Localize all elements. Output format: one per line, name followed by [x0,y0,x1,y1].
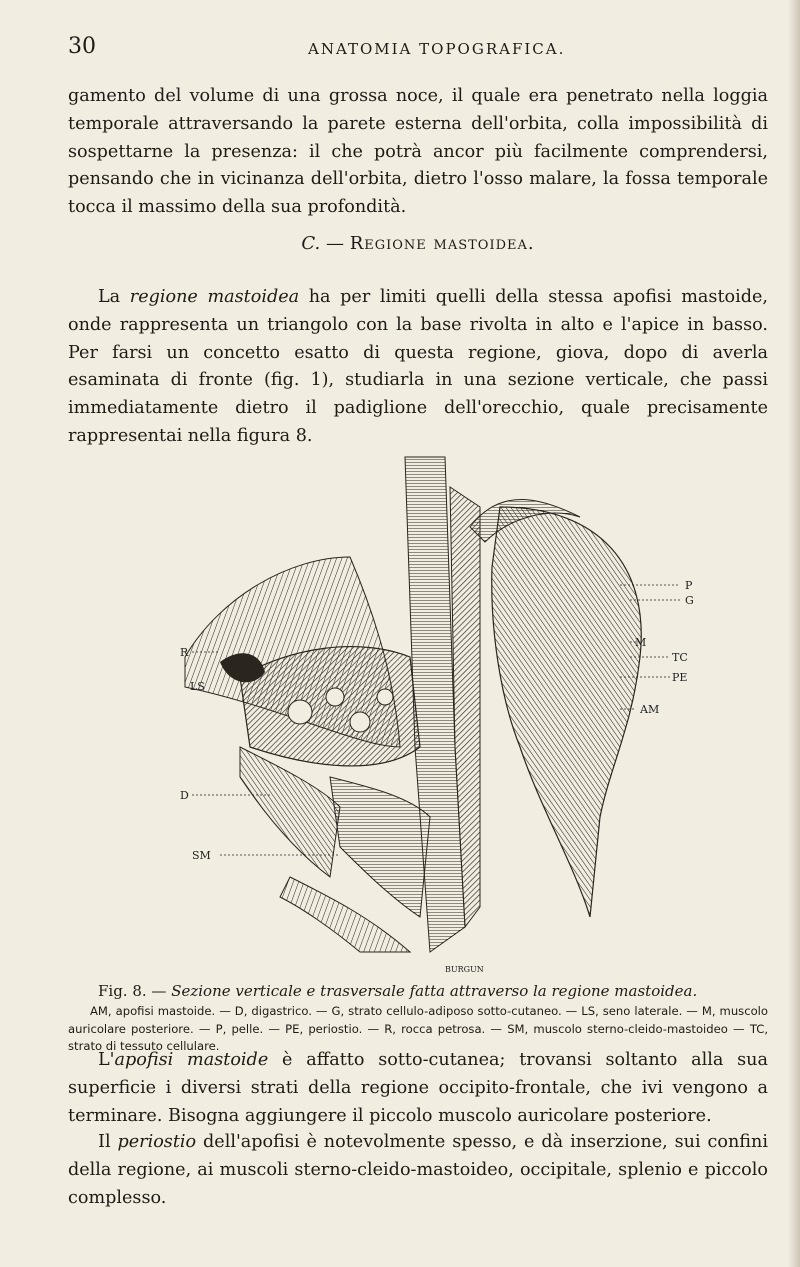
paragraph-continued: gamento del volume di una grossa noce, il quale era penetrato nella loggia temporale attraversando la parete esterna dell'orbita, colla impossibilità di sospettarne la presenza: il che potrà ancor più facilmente comprendersi, pensando che in vicinanza dell'orbita, dietro l'osso malare, la fossa temporale tocca il massimo della sua profondità. [68,86,768,218]
label-SM: SM [192,849,211,862]
figure-8-illustration [180,447,700,977]
anatomical-section-drawing [180,447,700,977]
digastric-drawing [240,747,340,877]
term-periostio: periostio [117,1132,197,1152]
caption-title: Sezione verticale e trasversale fatta attraverso la regione mastoidea. [171,982,698,1000]
label-P: P [685,579,693,592]
label-D: D [180,789,189,802]
paragraph-rest: è affatto sotto-cutanea; trovansi soltanto alla sua superficie i diversi strati della regione occipito-frontale, che ivi vengono a terminare. Bisogna aggiungere il piccolo muscolo auricolare posteriore. [68,1050,768,1126]
figure-caption [68,982,768,1000]
section-letter: C. [301,233,321,254]
paragraph-periostio [68,1129,768,1212]
running-title: ANATOMIA TOPOGRAFICA. [308,40,566,58]
paragraph-lead: La [98,287,130,307]
label-R: R [180,646,189,659]
auricle-drawing [492,507,642,917]
paragraph-lead: Il [98,1132,118,1152]
label-PE: PE [672,671,688,684]
label-M: M [635,636,647,649]
engraver-signature: BURGUN [445,965,484,974]
mastoid-cells-drawing [240,647,420,766]
label-TC: TC [672,651,688,664]
paragraph-rest: dell'apofisi è notevolmente spesso, e dà inserzione, sui confini della regione, ai muscoli sterno-cleido-mastoideo, occipitale, splenio e piccolo complesso. [68,1132,768,1208]
section-title: Regione mastoidea. [349,233,535,254]
section-heading [68,233,768,254]
section-dash: — [320,233,350,254]
page-edge-shadow [788,0,800,1267]
caption-prefix: Fig. 8. — [98,982,172,1000]
term-regione-mastoidea: regione mastoidea [129,287,300,307]
label-G: G [685,594,694,607]
paragraph-regione [68,284,768,451]
figure-legend: AM, apofisi mastoide. — D, digastrico. — G, strato cellulo-adiposo sotto-cutaneo. — LS, seno laterale. — M, muscolo auricolare posteriore. — P, pelle. — PE, periostio. — R, rocca petrosa. — SM, muscolo sterno-cleido-mastoideo — TC, strato di tessuto cellulare. [68,1004,768,1054]
paragraph-rest: ha per limiti quelli della stessa apofisi mastoide, onde rappresenta un triangolo con la base rivolta in alto e l'apice in basso. Per farsi un concetto esatto di questa regione, giova, dopo di averla esaminata di fronte (fig. 1), studiarla in una sezione verticale, che passi immediatamente dietro il padiglione dell'orecchio, quale precisamente rappresentai nella figura 8. [68,287,769,446]
running-head [68,34,768,60]
paragraph-lead: L' [98,1050,115,1070]
label-AM: AM [640,703,660,716]
term-apofisi-mastoide: apofisi mastoide [114,1050,269,1070]
sternocleidomastoid-drawing [330,777,430,917]
page-number: 30 [68,34,96,59]
label-LS: LS [190,680,205,693]
paragraph-apofisi [68,1047,768,1130]
